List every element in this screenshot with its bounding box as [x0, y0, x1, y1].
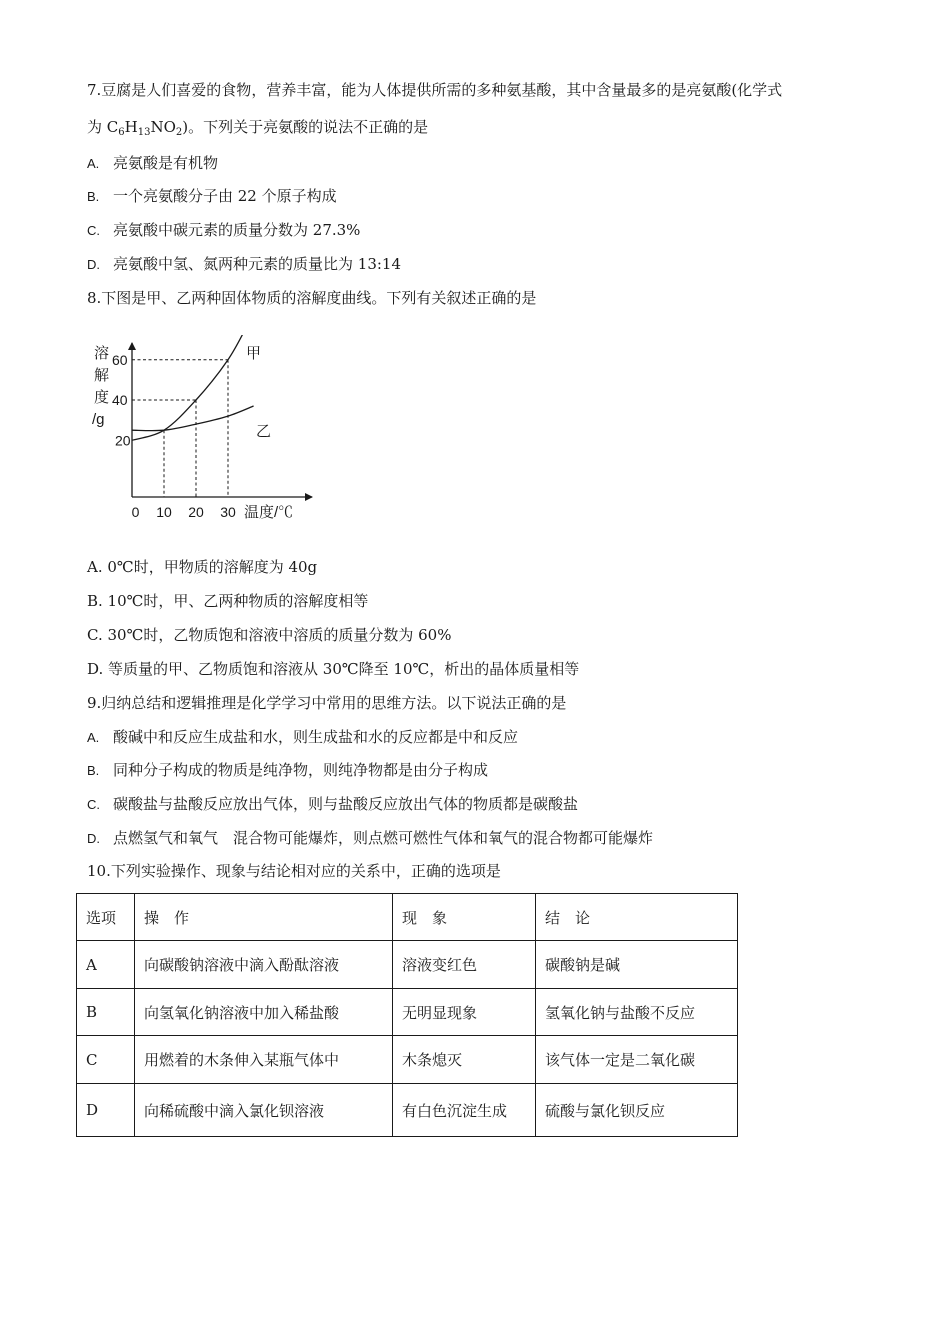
header-cell: 操 作: [135, 894, 393, 941]
table-cell: 碳酸钠是碱: [536, 941, 738, 989]
question-7-option-a: A. 亮氨酸是有机物: [87, 154, 219, 172]
y-tick-label: 40: [112, 392, 128, 408]
x-axis-label: 温度/℃: [244, 504, 294, 521]
table-cell: 木条熄灭: [393, 1036, 536, 1084]
question-9-option-b: B. 同种分子构成的物质是纯净物，则纯净物都是由分子构成: [87, 761, 489, 779]
question-8-option-c: C. 30℃时，乙物质饱和溶液中溶质的质量分数为 60%: [87, 626, 452, 644]
header-cell: 选项: [77, 894, 135, 941]
y-label-char: 溶: [94, 345, 110, 362]
table-header-row: [77, 894, 738, 941]
y-label-char: 度: [94, 389, 110, 406]
x-tick-label: 10: [156, 504, 172, 520]
question-8-option-b: B. 10℃时，甲、乙两种物质的溶解度相等: [87, 592, 369, 610]
question-7-option-d: D. 亮氨酸中氢、氮两种元素的质量比为 13:14: [87, 255, 401, 273]
question-8-stem: 8.下图是甲、乙两种固体物质的溶解度曲线。下列有关叙述正确的是: [87, 289, 537, 307]
question-7-option-c: C. 亮氨酸中碳元素的质量分数为 27.3%: [87, 221, 361, 239]
question-8-option-d: D. 等质量的甲、乙物质饱和溶液从 30℃降至 10℃，析出的晶体质量相等: [87, 660, 580, 678]
question-7-stem-line2: 为 $C_6H_{13}NO_2$)。下列关于亮氨酸的说法不正确的是: [87, 118, 429, 138]
x-tick-label: 20: [188, 504, 204, 520]
question-9-option-c: C. 碳酸盐与盐酸反应放出气体，则与盐酸反应放出气体的物质都是碳酸盐: [87, 795, 579, 813]
table-cell: 有白色沉淀生成: [393, 1084, 536, 1137]
y-label-char: 解: [94, 367, 110, 384]
table-cell: 向氢氧化钠溶液中加入稀盐酸: [135, 989, 393, 1036]
question-10-stem: 10.下列实验操作、现象与结论相对应的关系中，正确的选项是: [87, 862, 501, 880]
table-cell: 溶液变红色: [393, 941, 536, 989]
table-cell: 向稀硫酸中滴入氯化钡溶液: [135, 1084, 393, 1137]
curve-yi: [132, 406, 254, 431]
series-label-yi: 乙: [256, 423, 272, 440]
table-cell: 向碳酸钠溶液中滴入酚酞溶液: [135, 941, 393, 989]
solubility-chart: [90, 335, 320, 530]
y-tick-labels: [112, 352, 131, 449]
x-tick-label: 30: [220, 504, 236, 520]
table-cell: B: [77, 989, 135, 1036]
question-7-option-b: B. 一个亮氨酸分子由 22 个原子构成: [87, 187, 337, 205]
y-label-char: /g: [92, 411, 105, 428]
table-cell: 硫酸与氯化钡反应: [536, 1084, 738, 1137]
table-cell: 氢氧化钠与盐酸不反应: [536, 989, 738, 1036]
header-cell: 现 象: [393, 894, 536, 941]
experiment-table: [76, 893, 738, 1137]
table-cell: C: [77, 1036, 135, 1084]
table-cell: 用燃着的木条伸入某瓶气体中: [135, 1036, 393, 1084]
header-cell: 结 论: [536, 894, 738, 941]
curve-jia: [132, 335, 247, 440]
question-7-stem-line1: 7.豆腐是人们喜爱的食物，营养丰富，能为人体提供所需的多种氨基酸，其中含量最多的是亮氨酸(化学式: [87, 81, 783, 99]
table-row: [77, 1036, 738, 1084]
table-cell: 无明显现象: [393, 989, 536, 1036]
y-tick-label: 60: [112, 351, 128, 368]
question-9-stem: 9.归纳总结和逻辑推理是化学学习中常用的思维方法。以下说法正确的是: [87, 694, 567, 712]
question-8-option-a: A. 0℃时，甲物质的溶解度为 40g: [87, 558, 318, 576]
question-9-option-a: A. 酸碱中和反应生成盐和水，则生成盐和水的反应都是中和反应: [87, 728, 519, 746]
table-cell: A: [77, 941, 135, 989]
table-row: [77, 941, 738, 989]
table-cell: 该气体一定是二氧化碳: [536, 1036, 738, 1084]
table-row: [77, 1084, 738, 1137]
y-axis-label: [92, 345, 109, 428]
x-tick-label: 0: [131, 504, 140, 520]
y-tick-label: 20: [115, 432, 131, 449]
x-tick-labels: [132, 504, 236, 520]
question-9-option-d: D. 点燃氢气和氧气 混合物可能爆炸，则点燃可燃性气体和氧气的混合物都可能爆炸: [87, 829, 654, 847]
series-label-jia: 甲: [246, 345, 262, 362]
table-row: [77, 989, 738, 1036]
table-cell: D: [77, 1084, 135, 1137]
